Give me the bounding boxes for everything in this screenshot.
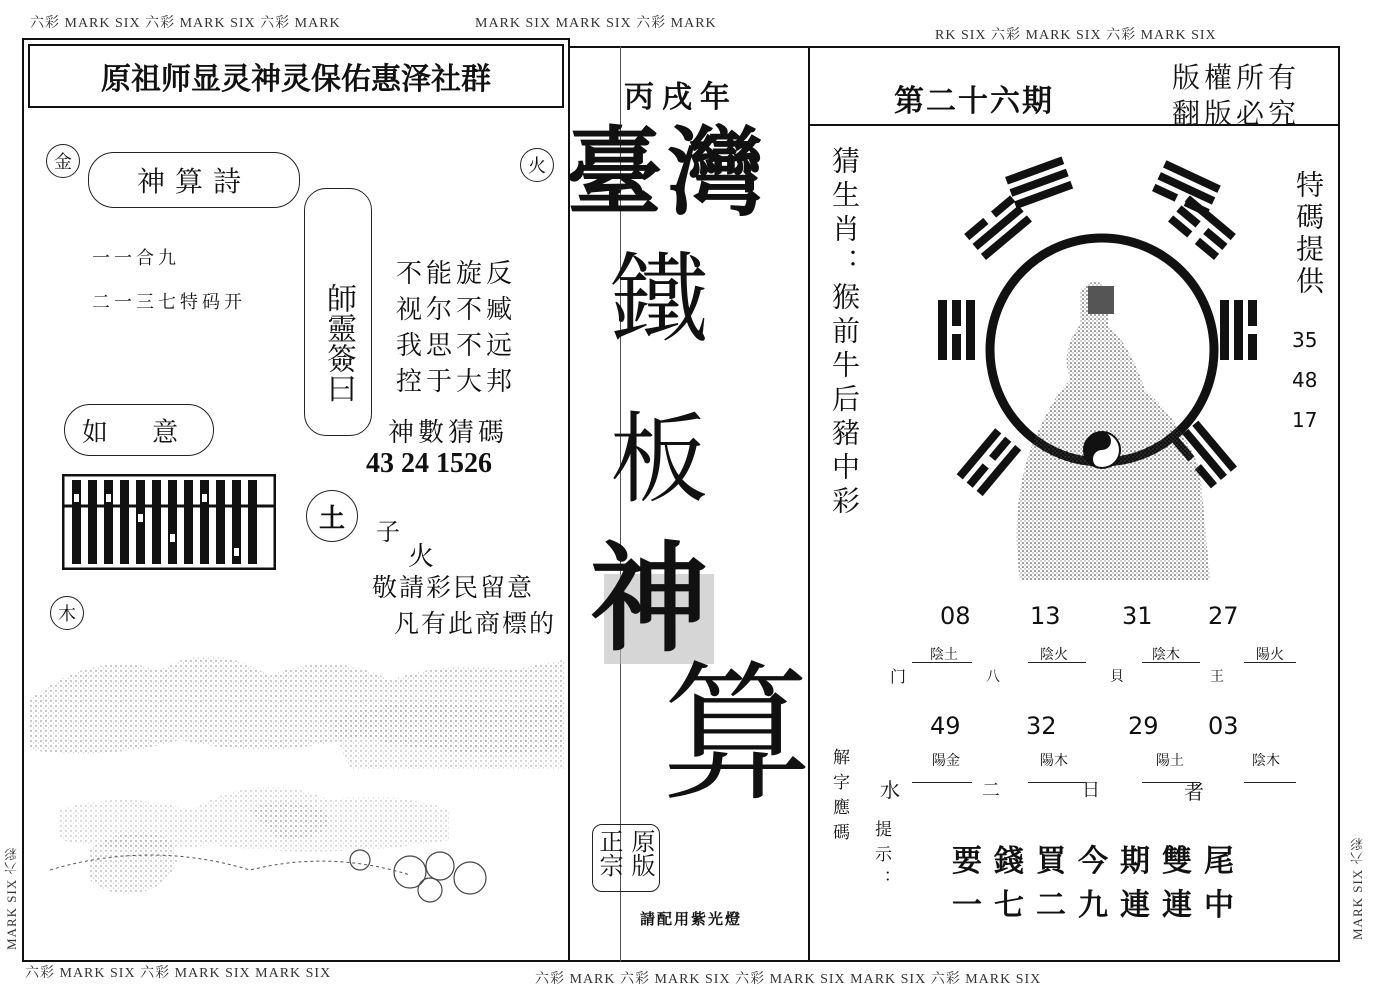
year-label: 丙戌年 — [624, 80, 738, 115]
tip-line-1: 要錢買今期雙尾 — [952, 844, 1246, 879]
underline — [1244, 782, 1296, 783]
zi-char: 子 — [376, 518, 400, 546]
element-fire-badge: 火 — [520, 148, 554, 182]
poem-line: 我思不远 — [396, 331, 517, 361]
guess-label: 神數猜碼 — [388, 418, 509, 448]
watermark-top-mid: MARK SIX MARK SIX 六彩 MARK — [475, 16, 717, 31]
number-cell: 49 — [930, 712, 961, 740]
number-cell: 27 — [1208, 602, 1239, 630]
watermark-bottom-left: 六彩 MARK SIX 六彩 MARK SIX MARK SIX — [25, 966, 332, 981]
underline — [1142, 662, 1200, 663]
notice-line-1: 敬請彩民留意 — [372, 573, 535, 602]
poem-line: 视尔不臧 — [396, 295, 517, 325]
number-cell: 29 — [1128, 712, 1159, 740]
element-gold-badge: 金 — [46, 144, 80, 178]
special-numbers — [1292, 320, 1317, 440]
decode-char: 貝 — [1110, 669, 1124, 685]
title-char-shen: 神 — [590, 529, 709, 668]
decode-char: 八 — [986, 669, 1000, 685]
underline — [1244, 662, 1296, 663]
guess-numbers: 43 24 1526 — [366, 448, 492, 479]
abacus-icon — [62, 474, 276, 570]
tip-line-2: 一七二九連連中 — [952, 888, 1246, 923]
hint-label: 提示： — [871, 820, 891, 895]
left-header: 原祖师显灵神灵保佑惠泽社群 — [28, 44, 564, 108]
number-tag: 陰木 — [1252, 753, 1280, 769]
decode-char: 王 — [1210, 669, 1224, 685]
number-cell: 31 — [1122, 602, 1153, 630]
decode-char: 日 — [1082, 780, 1100, 801]
authentic-stamp — [592, 824, 660, 892]
element-wood-badge: 木 — [50, 596, 84, 630]
number-tag: 陰火 — [1040, 647, 1068, 663]
title-char-suan: 算 — [662, 648, 813, 822]
title-char-tie: 鐵 — [610, 243, 709, 357]
number-tag: 陽金 — [932, 753, 960, 769]
decode-char: 者 — [1184, 780, 1204, 804]
watermark-left-side: MARK SIX 六彩 — [4, 846, 19, 950]
watermark-right-side: MARK SIX 六彩 — [1350, 836, 1365, 940]
poem-line: 不能旋反 — [396, 259, 517, 289]
number-tag: 陽土 — [1156, 753, 1184, 769]
underline — [1028, 662, 1086, 663]
watermark-top-right: RK SIX 六彩 MARK SIX 六彩 MARK SIX — [935, 28, 1217, 43]
zodiac-guess: 猜生肖：猴前牛后豬中彩 — [828, 146, 861, 520]
copyright-line-2: 翻版必究 — [1172, 97, 1301, 130]
poem-body — [396, 256, 516, 400]
hint-line-2: 二一三七特码开 — [92, 292, 246, 313]
special-number: 35 — [1292, 328, 1318, 352]
stamp-left-text: 原版 — [627, 829, 655, 877]
poem-line: 控于大邦 — [396, 367, 517, 397]
poem-title: 神算詩 — [88, 152, 300, 208]
ruyi-label: 如 意 — [64, 404, 214, 456]
issue-number: 第二十六期 — [894, 84, 1054, 119]
decode-label: 解字應碼 — [829, 748, 849, 848]
bagua-deity-illustration — [930, 150, 1270, 590]
hint-line-1: 一一合九 — [92, 248, 180, 269]
number-tag: 陰土 — [930, 647, 958, 663]
watermark-top-left: 六彩 MARK SIX 六彩 MARK SIX 六彩 MARK — [30, 16, 341, 31]
decode-char: 二 — [982, 780, 1000, 801]
number-tag: 陽木 — [1040, 753, 1068, 769]
element-earth-badge: 土 — [306, 490, 358, 542]
notice-line-2: 凡有此商標的 — [394, 609, 557, 638]
underline — [912, 782, 972, 783]
watermark-bottom-right: 六彩 MARK 六彩 MARK SIX 六彩 MARK SIX MARK SIX 六彩 MARK SIX — [535, 972, 1042, 987]
special-code-label: 特碼提供 — [1292, 170, 1325, 298]
number-cell: 13 — [1030, 602, 1061, 630]
stamp-right-text: 正宗 — [595, 829, 623, 877]
underline — [912, 662, 972, 663]
number-cell: 03 — [1208, 712, 1239, 740]
master-sign-box: 師靈簽曰 — [304, 188, 372, 436]
number-tag: 陽火 — [1256, 647, 1284, 663]
huo-char: 火 — [408, 542, 435, 572]
number-tag: 陰木 — [1152, 647, 1180, 663]
title-char-ban: 板 — [610, 403, 709, 517]
underline — [1028, 782, 1086, 783]
decode-char: 水 — [880, 778, 900, 802]
uv-note: 請配用紫光燈 — [640, 910, 743, 928]
number-cell: 08 — [940, 602, 971, 630]
title-taiwan: 臺灣 — [566, 116, 770, 229]
decode-char: 门 — [890, 667, 907, 686]
landscape-illustration — [30, 640, 564, 956]
copyright-line-1: 版權所有 — [1172, 61, 1301, 94]
special-number: 48 — [1292, 368, 1318, 392]
number-cell: 32 — [1026, 712, 1057, 740]
special-number: 17 — [1292, 408, 1318, 432]
